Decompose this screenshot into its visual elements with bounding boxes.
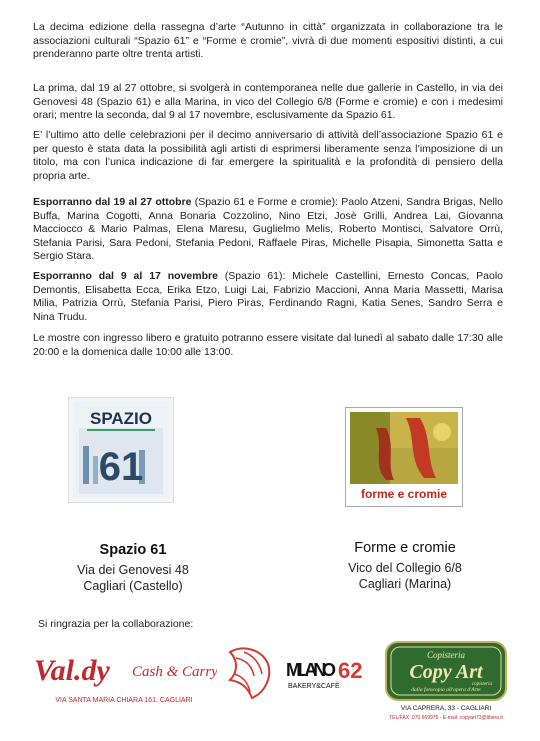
gallery-address: Via dei Genovesi 48 — [77, 563, 189, 577]
gallery-forme-e-cromie — [315, 540, 495, 592]
forme-e-cromie-logo-text: forme e cromie — [360, 487, 448, 501]
milano-tagline: BAKERY&CAFÈ — [288, 683, 340, 690]
spazio61-logo-number: 61 — [98, 445, 144, 489]
anniversary-paragraph: E’ l’ultimo atto delle celebrazioni per il decimo anniversario di attività dell’associazione Spazio 61 e per questo è stata data la possibilità agli artisti di esprimersi liberamente senza l’imposizione di un titolo, ma con l’unica indicazione di far emergere la spiritualità e la profondità di pensiero della propria arte. — [33, 129, 503, 182]
forme-e-cromie-logo — [345, 407, 463, 507]
valdy-tagline: Cash & Carry — [132, 664, 217, 680]
gallery-address: Vico del Collegio 6/8 — [348, 561, 462, 575]
copy-art-small: copisteria — [472, 682, 492, 687]
gallery-city: Cagliari (Castello) — [83, 579, 183, 593]
milano62-logo — [284, 650, 366, 694]
gallery-city: Cagliari (Marina) — [358, 577, 452, 591]
milano-name: MILANO — [286, 660, 336, 680]
schedule-paragraph: La prima, dal 19 al 27 ottobre, si svolgerà in contemporanea nelle due gallerie in Castello, in via dei Genovesi 48 (Spazio 61) e alla Marina, in vico del Collegio 6/8 (Forme e cromie) e con i medesimi orari; mentre la seconda, dal 9 al 17 novembre, esclusivamente da Spazio 61. — [33, 82, 503, 122]
november-heading: Esporranno dal 9 al 17 novembre — [33, 270, 218, 282]
copy-art-logo — [382, 640, 510, 722]
copy-art-contacts: TEL/FAX: 070 669976 - E-mail: copyart73@libero.it — [389, 715, 503, 721]
milano-number: 62 — [338, 658, 363, 683]
intro-paragraph: La decima edizione della rassegna d’arte “Autunno in città” organizzata in collaborazione tra le associazioni culturali “Spazio 61” e “Forme e cromie”, vivrà di due momenti espositivi distinti, a cui prenderanno parte oltre trenta artisti. — [33, 21, 503, 61]
spazio61-logo — [68, 397, 174, 503]
gallery-name: Forme e cromie — [354, 540, 456, 556]
october-heading: Esporranno dal 19 al 27 ottobre — [33, 196, 192, 208]
thanks-text: Si ringrazia per la collaborazione: — [38, 618, 194, 630]
october-artists: (Spazio 61 e Forme e cromie): Paolo Atzeni, Sandra Brigas, Nello Buffa, Marina Cogotti, Anna Bonaria Cozzolino, Nino Etzi, Josè Grilli, Andrea Lai, Giovanna Macciocco & Mario Palmas, Elena Maresu, Guglielmo Melis, Roberto Montisci, Salvatore Orrù, Stefania Parisi, Sara Pedoni, Stefania Pedoni, Raffaele Piras, Michelle Pisapia, Simonetta Satta e Sergio Stara. — [33, 196, 503, 263]
spazio61-logo-text: SPAZIO — [89, 409, 153, 428]
gallery-name: Spazio 61 — [99, 542, 167, 558]
copy-art-name: Copy Art — [409, 661, 483, 683]
copy-art-motto: dalla fotocopia all'opera d'Arte — [411, 687, 481, 693]
november-artists: (Spazio 61): Michele Castellini, Ernesto Concas, Paolo Demontis, Elisabetta Ecca, Erika Etzo, Luigi Lai, Fabrizio Maccioni, Anna Maria Massetti, Marisa Milia, Patrizia Orrù, Stefania Parisi, Piero Piras, Ferdinando Ragni, Katia Senes, Sandro Serra e Nina Trudu. — [33, 270, 504, 323]
october-artists-paragraph — [33, 196, 503, 264]
opening-hours-paragraph: Le mostre con ingresso libero e gratuito potranno essere visitate dal lunedì al sabato dalle 17:30 alle 20:00 e la domenica dalle 10:00 alle 13:00. — [33, 332, 503, 358]
copy-art-address: VIA CAPRERA, 33 - CAGLIARI — [400, 705, 492, 712]
valdy-name: Val.dy — [34, 654, 110, 687]
croissant-logo-icon — [222, 642, 274, 704]
valdy-address: VIA SANTA MARIA CHIARA 161, CAGLIARI — [55, 697, 193, 704]
valdy-logo — [32, 648, 217, 708]
november-artists-paragraph — [33, 270, 503, 324]
copy-art-top: Copisteria — [426, 650, 466, 660]
gallery-spazio61 — [48, 542, 218, 594]
